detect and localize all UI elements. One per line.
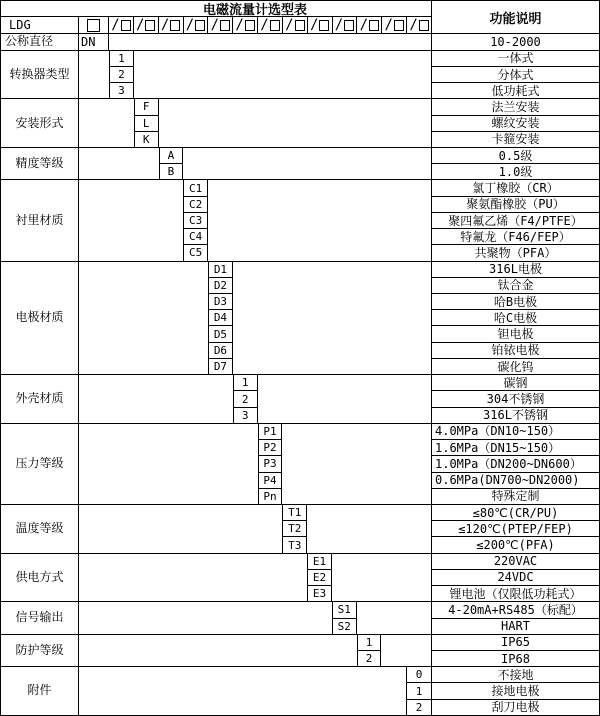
slash: /	[185, 17, 195, 34]
slash: /	[260, 17, 269, 34]
slash: /	[384, 17, 393, 34]
function-desc-cell: ≤80℃(CR/PU)	[432, 505, 599, 521]
spacer	[79, 602, 332, 633]
function-desc-column	[431, 424, 599, 504]
model-diameter-slot	[79, 17, 109, 33]
function-desc-cell: 0.5级	[432, 148, 599, 164]
function-desc-cell: 0.6MPa(DN700~DN2000)	[432, 473, 599, 489]
function-desc-cell: 220VAC	[432, 554, 599, 570]
category-block-protection	[1, 634, 599, 666]
code-cell: 1	[110, 51, 133, 67]
function-desc-cell: 聚氨酯橡胶（PU）	[432, 197, 599, 213]
diameter-row	[1, 33, 599, 49]
function-desc-cell: 分体式	[432, 67, 599, 83]
slash: /	[210, 17, 220, 34]
function-desc-cell: HART	[501, 619, 530, 634]
model-code-slot	[184, 17, 209, 33]
code-cell: D4	[209, 310, 232, 326]
function-desc-cell: ≤200℃(PFA)	[476, 538, 555, 553]
code-column-accessory	[406, 667, 431, 715]
slash: /	[309, 17, 319, 34]
code-cell: S1	[333, 602, 356, 618]
category-block-accessory	[1, 666, 599, 715]
header-left	[1, 1, 431, 33]
code-cell: C4	[184, 229, 207, 245]
code-column-signal	[332, 602, 357, 633]
code-cell: F	[135, 99, 158, 115]
empty-box-icon	[195, 20, 205, 31]
code-cell: T3	[288, 538, 302, 552]
code-column-accuracy	[159, 148, 184, 179]
code-column-electrode	[208, 262, 233, 375]
model-code-slot	[357, 17, 382, 33]
empty-box-icon	[344, 20, 354, 31]
spacer	[357, 602, 431, 633]
code-column-installation	[134, 99, 159, 147]
category-block-pressure	[1, 423, 599, 504]
model-code-slot	[208, 17, 233, 33]
title-row	[1, 1, 431, 17]
function-desc-column	[431, 505, 599, 553]
model-code-slot	[134, 17, 159, 33]
diameter-code: DN	[79, 34, 109, 49]
category-block-temperature	[1, 504, 599, 553]
spacer	[258, 375, 431, 423]
category-label-converter: 转换器类型	[1, 51, 79, 99]
category-label-electrode: 电极材质	[1, 262, 79, 375]
spacer	[307, 505, 431, 553]
model-prefix: LDG	[1, 17, 79, 33]
empty-box-icon	[295, 20, 305, 31]
function-desc-cell: 24VDC	[432, 570, 599, 586]
function-desc-cell: 刮刀电极	[491, 700, 540, 715]
code-cell: 3	[118, 84, 125, 98]
code-cell: D6	[209, 343, 232, 359]
code-cell: E3	[312, 587, 327, 601]
code-column-pressure	[258, 424, 283, 504]
header-band	[1, 1, 599, 33]
category-block-accuracy	[1, 147, 599, 179]
model-code-slot	[382, 17, 407, 33]
spacer	[79, 51, 109, 99]
code-column-protection	[357, 635, 382, 666]
code-cell: K	[142, 132, 150, 146]
category-block-signal	[1, 601, 599, 633]
code-cell: S2	[337, 619, 351, 633]
code-cell: 2	[415, 700, 423, 714]
function-desc-cell: 铂铱电极	[432, 343, 599, 359]
spacer	[79, 554, 307, 602]
function-desc-cell: 碳钢	[432, 375, 599, 391]
code-column-power	[307, 554, 332, 602]
category-label-signal: 信号输出	[1, 602, 79, 633]
function-desc-cell: 聚四氟乙烯（F4/PTFE）	[432, 213, 599, 229]
spacer	[233, 262, 431, 375]
empty-box-icon	[419, 20, 429, 31]
spacer	[332, 554, 431, 602]
code-column-temperature	[282, 505, 307, 553]
function-desc-cell: 法兰安装	[432, 99, 599, 115]
empty-box-icon	[369, 20, 379, 31]
function-desc-cell: IP68	[501, 651, 530, 666]
code-cell: Pn	[263, 489, 277, 503]
spacer	[79, 262, 208, 375]
code-cell: E2	[308, 570, 331, 586]
code-cell: P1	[259, 424, 282, 440]
function-desc-cell: 304不锈钢	[432, 391, 599, 407]
spacer	[282, 424, 431, 504]
function-desc-cell: 一体式	[432, 51, 599, 67]
function-desc-cell: 特氟龙（F46/FEP）	[432, 229, 599, 245]
function-desc-column	[431, 148, 599, 179]
function-desc-cell: 特殊定制	[491, 489, 540, 504]
spacer	[79, 375, 233, 423]
model-code-slot	[159, 17, 184, 33]
model-code-slot	[109, 17, 134, 33]
code-cell: D5	[209, 326, 232, 342]
function-desc-cell: IP65	[432, 635, 599, 651]
code-cell: P2	[259, 440, 282, 456]
function-desc-cell: 316L电极	[432, 262, 599, 278]
category-label-accuracy: 精度等级	[1, 148, 79, 179]
code-cell: 2	[365, 652, 373, 666]
slash: /	[160, 17, 170, 34]
category-label-accessory: 附件	[1, 667, 79, 715]
function-desc-column	[431, 667, 599, 715]
code-cell: T2	[283, 521, 306, 537]
code-cell: C3	[184, 213, 207, 229]
code-cell: P3	[259, 456, 282, 472]
code-cell: D7	[213, 360, 228, 374]
empty-box-icon	[220, 20, 230, 31]
spacer	[79, 635, 357, 666]
spacer	[79, 99, 134, 147]
code-column-housing	[233, 375, 258, 423]
function-desc-cell: 哈C电极	[432, 310, 599, 326]
category-label-temperature: 温度等级	[1, 505, 79, 553]
page-title: 电磁流量计选型表	[202, 3, 307, 19]
slash: /	[409, 17, 418, 34]
code-cell: 2	[110, 67, 133, 83]
function-desc-cell: 低功耗式	[491, 83, 540, 98]
code-cell: D1	[209, 262, 232, 278]
category-block-electrode	[1, 261, 599, 375]
model-code-slot	[308, 17, 333, 33]
spacer	[79, 424, 258, 504]
category-block-installation	[1, 98, 599, 147]
empty-box-icon	[319, 20, 329, 31]
function-desc-column	[431, 262, 599, 375]
spacer	[134, 51, 431, 99]
code-cell: C5	[189, 246, 203, 260]
spacer	[79, 148, 159, 179]
model-code-slot	[333, 17, 358, 33]
code-cell: 3	[241, 408, 249, 422]
spacer	[208, 180, 431, 260]
empty-box-icon	[245, 20, 255, 31]
function-desc-column	[431, 375, 599, 423]
function-desc-cell: 共聚物（PFA）	[474, 245, 557, 260]
code-cell: 2	[234, 391, 257, 407]
empty-box-icon	[145, 20, 155, 31]
model-code-slot	[233, 17, 258, 33]
code-cell: 1	[407, 683, 431, 699]
function-desc-cell: 10-2000	[490, 35, 541, 50]
function-desc-column	[431, 554, 599, 602]
slash: /	[285, 17, 294, 34]
category-block-housing	[1, 374, 599, 423]
spacer	[183, 148, 431, 179]
code-cell: L	[135, 116, 158, 132]
slash: /	[111, 17, 120, 34]
spacer	[79, 180, 183, 260]
slash: /	[235, 17, 244, 34]
code-cell: A	[160, 148, 183, 164]
function-column-header: 功能说明	[431, 1, 599, 33]
category-label-installation: 安装形式	[1, 99, 79, 147]
function-desc-column	[431, 34, 599, 49]
function-desc-cell: 钛合金	[432, 278, 599, 294]
function-desc-column	[431, 602, 599, 633]
code-cell: C2	[184, 197, 207, 213]
spacer	[381, 635, 431, 666]
function-desc-cell: 氯丁橡胶（CR）	[432, 180, 599, 196]
code-cell: D2	[209, 278, 232, 294]
spacer	[109, 34, 431, 49]
function-desc-cell: 不接地	[432, 667, 599, 683]
slash: /	[136, 17, 145, 34]
empty-box-icon	[170, 20, 180, 31]
empty-box-icon	[394, 20, 404, 31]
function-desc-column	[431, 635, 599, 666]
spacer	[159, 99, 431, 147]
category-label-housing: 外壳材质	[1, 375, 79, 423]
category-label-pressure: 压力等级	[1, 424, 79, 504]
spacer	[79, 667, 406, 715]
code-cell: B	[167, 165, 175, 179]
code-cell: 0	[407, 667, 431, 683]
function-desc-column	[431, 99, 599, 147]
code-cell: P4	[259, 473, 282, 489]
function-desc-cell: 卡箍安装	[491, 132, 540, 147]
function-desc-cell: 1.0级	[498, 164, 533, 179]
function-desc-cell: 螺纹安装	[432, 116, 599, 132]
empty-box-icon	[121, 20, 131, 31]
model-code-slot	[407, 17, 431, 33]
function-desc-cell: 4.0MPa（DN10~150）	[432, 424, 599, 440]
function-desc-cell: 1.6MPa（DN15~150）	[432, 440, 599, 456]
code-cell: 1	[358, 635, 381, 651]
function-desc-cell: 钽电极	[432, 326, 599, 342]
code-column-converter	[109, 51, 134, 99]
category-label-diameter: 公称直径	[1, 34, 79, 49]
category-label-power: 供电方式	[1, 554, 79, 602]
function-desc-cell: 锂电池（仅限低功耗式）	[449, 586, 582, 601]
slash: /	[334, 17, 344, 34]
category-label-lining: 衬里材质	[1, 180, 79, 260]
function-desc-cell: ≤120℃(PTEP/FEP)	[432, 521, 599, 537]
function-desc-column	[431, 180, 599, 260]
function-desc-cell: 1.0MPa（DN200~DN600）	[432, 456, 599, 472]
function-desc-cell: 4-20mA+RS485（标配）	[432, 602, 599, 618]
function-desc-cell: 316L不锈钢	[483, 408, 548, 423]
category-block-power	[1, 553, 599, 602]
empty-box-icon	[270, 20, 280, 31]
empty-box-icon	[87, 19, 100, 32]
code-cell: E1	[308, 554, 331, 570]
function-desc-column	[431, 51, 599, 99]
code-cell: T1	[283, 505, 306, 521]
category-block-converter	[1, 50, 599, 99]
spacer	[79, 505, 282, 553]
function-desc-cell: 哈B电极	[432, 294, 599, 310]
function-desc-cell: 碳化钨	[497, 359, 534, 374]
category-block-lining	[1, 179, 599, 260]
slash: /	[359, 17, 369, 34]
code-column-lining	[183, 180, 208, 260]
model-code-slot	[283, 17, 308, 33]
category-label-protection: 防护等级	[1, 635, 79, 666]
code-cell: D3	[209, 294, 232, 310]
code-cell: 1	[234, 375, 257, 391]
code-cell: C1	[184, 180, 207, 196]
function-desc-cell: 接地电极	[432, 683, 599, 699]
model-code-slot	[258, 17, 283, 33]
model-code-row	[1, 17, 431, 33]
